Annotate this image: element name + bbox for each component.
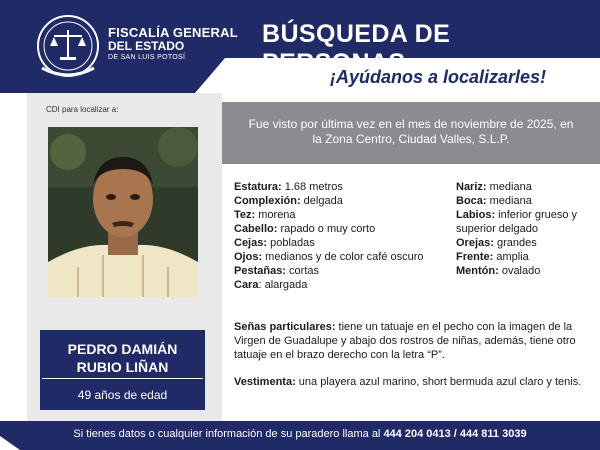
trait-label: Frente: — [456, 251, 494, 263]
trait-label: Estatura: — [234, 181, 282, 193]
trait-row — [456, 208, 594, 236]
trait-row — [456, 264, 594, 278]
org-name — [108, 26, 238, 62]
trait-row — [234, 208, 444, 222]
trait-label: Cabello: — [234, 223, 278, 235]
last-seen-box — [222, 102, 600, 164]
clothing — [234, 375, 584, 389]
trait-row — [234, 250, 444, 264]
trait-label: Boca: — [456, 195, 487, 207]
footer-phones: 444 204 0413 / 444 811 3039 — [383, 428, 527, 440]
footer-contact — [0, 428, 600, 440]
trait-value: morena — [255, 209, 296, 221]
trait-row — [234, 180, 444, 194]
footer-text: Si tienes datos o cualquier información de su paradero llama al — [73, 428, 384, 440]
trait-row — [456, 180, 594, 194]
trait-value: grandes — [493, 237, 537, 249]
trait-row — [456, 250, 594, 264]
org-line1: FISCALÍA GENERAL — [108, 25, 238, 40]
marks-label: Señas particulares: — [234, 321, 336, 333]
trait-value: mediana — [486, 195, 532, 207]
trait-row — [234, 278, 444, 292]
name-box — [40, 330, 205, 410]
trait-value: delgada — [300, 195, 343, 207]
trait-label: Tez: — [234, 209, 256, 221]
marks-value: tiene un tatuaje en el pecho con la imagen de la Virgen de Guadalupe y abajo dos rostros de niñas, además, tiene otro tatuaje en el brazo derecho con la letra “P”. — [234, 321, 576, 361]
org-line3: DE SAN LUIS POTOSÍ — [108, 54, 186, 61]
trait-value: : alargada — [258, 279, 308, 291]
trait-value: amplia — [493, 251, 529, 263]
trait-value: rapado o muy corto — [277, 223, 376, 235]
trait-row — [456, 194, 594, 208]
person-age: 49 años de edad — [77, 388, 168, 402]
trait-label: Cejas: — [234, 237, 268, 249]
trait-value: 1.68 metros — [281, 181, 343, 193]
last-seen-text: Fue visto por última vez en el mes de noviembre de 2025, en la Zona Centro, Ciudad Valles, S.L.P. — [248, 117, 574, 146]
page-subtitle: ¡Ayúdanos a localizarles! — [330, 67, 547, 87]
trait-label: Ojos: — [234, 251, 263, 263]
trait-value: cortas — [285, 265, 319, 277]
page-title: BÚSQUEDA DE PERSONAS — [262, 20, 451, 77]
trait-value: mediana — [486, 181, 532, 193]
trait-row — [234, 236, 444, 250]
trait-row — [234, 264, 444, 278]
person-name-line1: PEDRO DAMIÁN — [67, 341, 178, 357]
clothing-label: Vestimenta: — [234, 376, 296, 388]
header — [0, 0, 600, 93]
trait-row — [234, 194, 444, 208]
scales-of-justice-seal-icon — [30, 10, 106, 86]
trait-label: Complexión: — [234, 195, 301, 207]
trait-label: Nariz: — [456, 181, 487, 193]
person-name-line2: RUBIO LIÑAN — [76, 359, 169, 375]
trait-value: medianos y de color café oscuro — [262, 251, 424, 263]
clothing-value: una playera azul marino, short bermuda azul claro y tenis. — [295, 376, 582, 388]
trait-label: Mentón: — [456, 265, 499, 277]
traits-right — [456, 180, 594, 278]
trait-row — [456, 236, 594, 250]
cdi-label: CDI para localizar a: — [46, 105, 119, 114]
trait-value: pobladas — [267, 237, 315, 249]
trait-row — [234, 222, 444, 236]
trait-label: Labios: — [456, 209, 496, 221]
distinguishing-marks — [234, 320, 584, 362]
trait-label: Pestañas: — [234, 265, 286, 277]
trait-label: Cara — [234, 279, 259, 291]
trait-value: ovalado — [498, 265, 541, 277]
person-photo — [48, 127, 198, 297]
trait-value: inferior grueso y superior delgado — [456, 209, 578, 235]
traits-left — [234, 180, 444, 292]
org-line2: DEL ESTADO — [108, 39, 185, 53]
trait-label: Orejas: — [456, 237, 494, 249]
name-divider — [42, 378, 203, 379]
